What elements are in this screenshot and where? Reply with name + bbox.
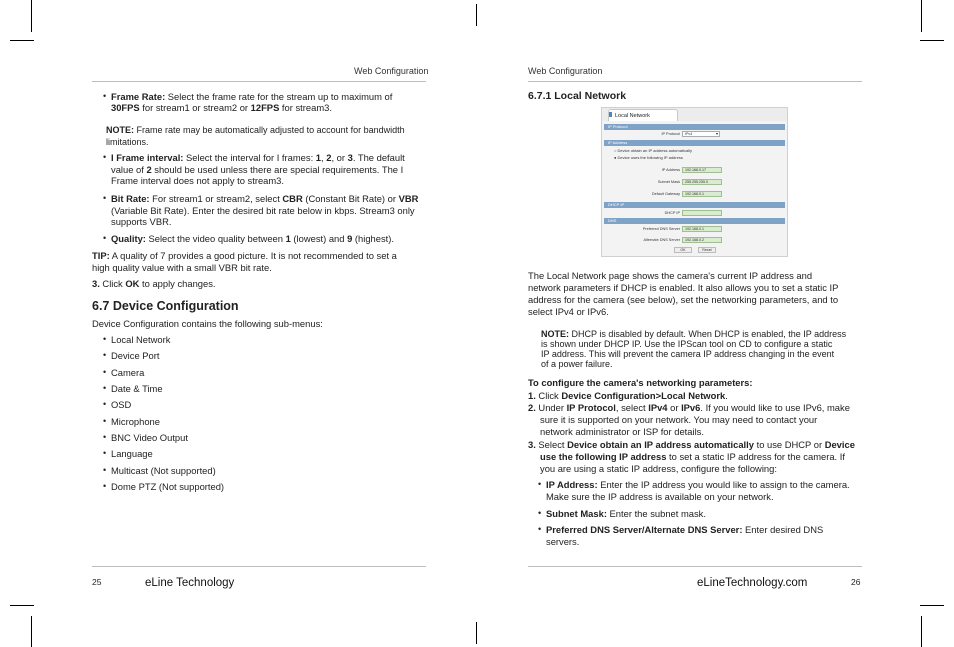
reset-button: Reset <box>698 247 716 253</box>
subsection-title: 6.7.1 Local Network <box>528 90 627 102</box>
submenu-item: • Microphone <box>111 416 160 428</box>
step-1: 1. Click Device Configuration>Local Network. <box>528 390 728 401</box>
footer-rule <box>528 566 862 567</box>
step-3: 3. Click OK to apply changes. <box>92 278 216 289</box>
ip-protocol-select: IPv4 <box>682 131 720 137</box>
radio-manual: ● Device uses the following IP address <box>614 155 683 160</box>
submenu-item: • Multicast (Not supported) <box>111 465 216 477</box>
footer-text: eLine Technology <box>145 577 235 589</box>
configure-title: To configure the camera's networking parameters: <box>528 377 753 388</box>
ip-protocol-label: IP Protocol <box>661 132 680 136</box>
submenu-item: • OSD <box>111 399 131 411</box>
section-intro: Device Configuration contains the following sub-menus: <box>92 318 323 329</box>
step-2: 2. Under IP Protocol, select IPv4 or IPv6. If you would like to use IPv6, make <box>528 402 850 413</box>
step-3-cont: use the following IP address to set a static IP address for the camera. If you are using a static IP address, configure the following: <box>540 451 845 474</box>
dhcp-ip-field <box>682 210 722 216</box>
footer-rule <box>92 566 426 567</box>
subnet-mask-field: 255.255.255.0 <box>682 179 722 185</box>
step-3: 3. Select Device obtain an IP address automatically to use DHCP or Device <box>528 439 855 450</box>
tab-local-network: Local Network <box>608 109 678 121</box>
radio-auto: ○ Device obtain an IP address automatically <box>614 148 692 153</box>
chevron-down-icon: ▾ <box>716 131 719 136</box>
page-number: 25 <box>92 577 102 587</box>
page-number: 26 <box>851 577 861 587</box>
section-dns: DNS <box>604 218 785 224</box>
step-2-cont: sure it is supported on your network. You may need to contact your network administrator or ISP for details. <box>540 414 818 437</box>
dns2-field: 192.168.0.2 <box>682 237 722 243</box>
footer-text: eLineTechnology.com <box>697 577 808 589</box>
page-header: Web Configuration <box>528 66 603 76</box>
note-frame-rate: NOTE: Frame rate may be automatically adjusted to account for bandwidth limitations. <box>106 125 405 147</box>
page-header: Web Configuration <box>354 66 429 76</box>
quality-item: • Quality: Select the video quality between 1 (lowest) and 9 (highest). <box>111 233 394 245</box>
dns1-label: Preferred DNS Server <box>642 227 680 231</box>
note-dhcp: NOTE: DHCP is disabled by default. When DHCP is enabled, the IP address is shown under DHCP IP. Use the IPScan tool on CD to configure a static IP address. This will prevent the camera IP address changing in the event of a power failure. <box>541 329 847 369</box>
submenu-item: • Camera <box>111 367 144 379</box>
frame-rate-item: • Frame Rate: Select the frame rate for the stream up to maximum of <box>111 91 392 103</box>
subnet-mask-item: • Subnet Mask: Enter the subnet mask. <box>546 508 706 520</box>
submenu-item: • BNC Video Output <box>111 432 188 444</box>
ok-button: OK <box>674 247 692 253</box>
iframe-item: • I Frame interval: Select the interval for I frames: 1, 2, or 3. The default value of 2 should be used unless there are special requirements. The I Frame interval does not apply to stream3. <box>111 152 405 187</box>
ip-address-item: • IP Address: Enter the IP address you would like to assign to the camera. Make sure the IP address is available on your network. <box>546 479 850 502</box>
section-ip-protocol: IP Protocol <box>604 124 785 130</box>
section-title: 6.7 Device Configuration <box>92 299 239 313</box>
intro-paragraph: The Local Network page shows the camera's current IP address and network parameters if DHCP is enabled. It also allows you to set a static IP address for the camera (see below), set the networking parameters, and to select IPv4 or IPv6. <box>528 270 839 317</box>
dns2-label: Alternate DNS Server <box>643 238 680 242</box>
dns1-field: 192.168.0.1 <box>682 226 722 232</box>
section-dhcp: DHCP IP <box>604 202 785 208</box>
frame-rate-line2: 30FPS for stream1 or stream2 or 12FPS for stream3. <box>111 102 332 113</box>
tip-text: TIP: A quality of 7 provides a good picture. It is not recommended to set a high quality value with a small VBR bit rate. <box>92 250 397 273</box>
tab-icon <box>609 112 612 117</box>
submenu-item: • Dome PTZ (Not supported) <box>111 481 224 493</box>
dhcp-ip-label: DHCP IP <box>664 211 680 215</box>
submenu-item: • Language <box>111 448 153 460</box>
section-ip-address: IP Address <box>604 140 785 146</box>
ip-address-field: 192.168.0.17 <box>682 167 722 173</box>
submenu-item: • Date & Time <box>111 383 163 395</box>
local-network-screenshot <box>601 107 788 257</box>
subnet-mask-label: Subnet Mask <box>657 180 680 184</box>
submenu-item: • Local Network <box>111 334 170 346</box>
header-rule <box>528 81 862 82</box>
ip-address-label: IP Address <box>661 168 680 172</box>
header-rule <box>92 81 426 82</box>
gateway-label: Default Gateway <box>651 192 680 196</box>
dns-item: • Preferred DNS Server/Alternate DNS Server: Enter desired DNS servers. <box>546 524 823 547</box>
bitrate-item: • Bit Rate: For stream1 or stream2, select CBR (Constant Bit Rate) or VBR (Variable Bit Rate). Enter the desired bit rate below in kbps. Stream3 only supports VBR. <box>111 193 418 228</box>
submenu-item: • Device Port <box>111 350 159 362</box>
gateway-field: 192.168.0.1 <box>682 191 722 197</box>
